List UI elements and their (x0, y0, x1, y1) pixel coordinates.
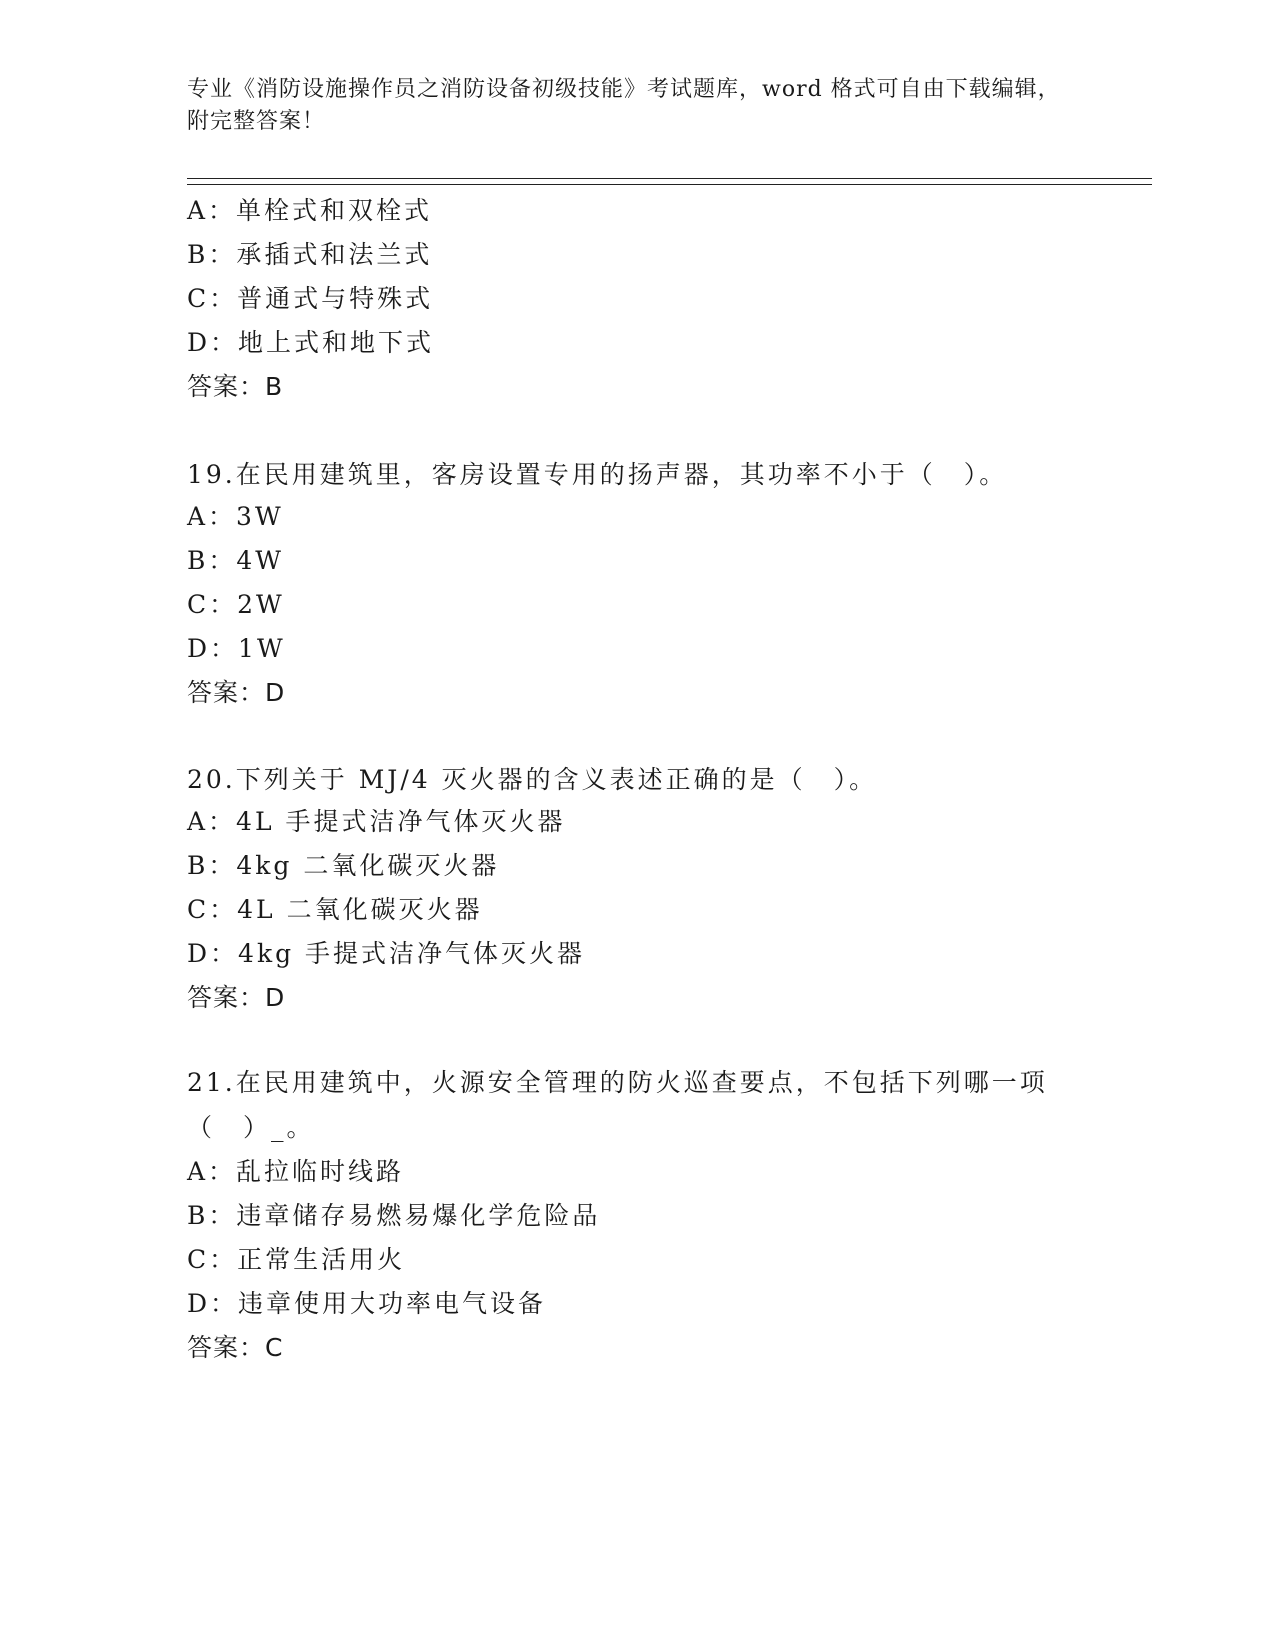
q19-option-c: C：2W (187, 590, 285, 619)
q20-answer: 答案：D (187, 983, 286, 1012)
q20-option-c: C：4L 二氧化碳灭火器 (187, 895, 483, 924)
q21-option-d: D：违章使用大功率电气设备 (187, 1289, 547, 1318)
q20-option-d: D：4kg 手提式洁净气体灭火器 (187, 939, 586, 968)
header-divider-bottom (187, 184, 1152, 185)
document-header: 专业《消防设施操作员之消防设备初级技能》考试题库，word 格式可自由下载编辑，附完整答案！ (187, 77, 1061, 134)
q18-answer: 答案：B (187, 372, 284, 401)
q21-option-c: C：正常生活用火 (187, 1245, 406, 1274)
q19-option-b: B：4W (187, 546, 284, 575)
q19-option-d: D：1W (187, 634, 286, 663)
q18-option-d: D：地上式和地下式 (187, 328, 435, 357)
q20-stem: 20.下列关于 MJ/4 灭火器的含义表述正确的是（ ）。 (187, 765, 878, 794)
q19-answer: 答案：D (187, 678, 286, 707)
q18-option-c: C：普通式与特殊式 (187, 284, 434, 313)
header-divider-top (187, 178, 1152, 179)
q19-option-a: A：3W (187, 502, 284, 531)
q21-option-b: B：违章储存易燃易爆化学危险品 (187, 1201, 601, 1230)
q19-stem: 19.在民用建筑里，客房设置专用的扬声器，其功率不小于（ ）。 (187, 460, 1008, 489)
q21-option-a: A：乱拉临时线路 (187, 1157, 405, 1186)
q21-answer: 答案：C (187, 1333, 284, 1362)
q20-option-b: B：4kg 二氧化碳灭火器 (187, 851, 500, 880)
q21-stem: 21.在民用建筑中，火源安全管理的防火巡查要点，不包括下列哪一项（ ）_。 (187, 1068, 1048, 1142)
q20-option-a: A：4L 手提式洁净气体灭火器 (187, 807, 566, 836)
q18-option-a: A：单栓式和双栓式 (187, 196, 433, 225)
q18-option-b: B：承插式和法兰式 (187, 240, 433, 269)
